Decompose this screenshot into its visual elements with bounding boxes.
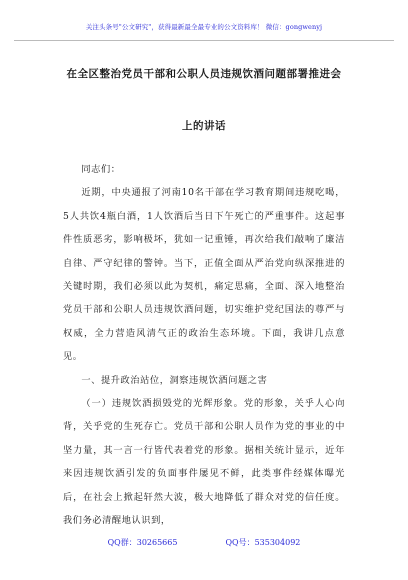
section-heading: 一、提升政治站位，洞察违规饮酒问题之害 (81, 374, 268, 386)
header-divider (14, 40, 394, 41)
document-title-continuation: 上的讲话 (182, 120, 226, 132)
document-title: 在全区整治党员干部和公职人员违规饮酒问题部署推进会 (66, 68, 342, 80)
salutation: 同志们： (81, 164, 121, 175)
body-paragraph: （一）违规饮酒损毁党的光辉形象。党的形象，关乎人心向背，关乎党的生死存亡。党员干部和公职人员作为党的事业的中坚力量，其一言一行皆代表着党的形象。据相关统计显示，近年来因违规饮酒引发的负面事件屡见不鲜，此类事件经媒体曝光后，在社会上掀起轩然大波，极大地降低了群众对党的信任度。我们务必清醒地认识到， (63, 398, 345, 527)
body-paragraph: 近期，中央通报了河南10名干部在学习教育期间违规吃喝，5人共饮4瓶白酒，1人饮酒后当日下午死亡的严重事件。这起事件性质恶劣，影响极坏，犹如一记重锤，再次给我们敲响了廉洁自律、严守纪律的警钟。当下，正值全面从严治党向纵深推进的关键时期，我们必须以此为契机，痛定思痛，全面、深入地整治党员干部和公职人员违规饮酒问题，切实维护党纪国法的尊严与权威，全力营造风清气正的政治生态环境。下面，我讲几点意见。 (63, 187, 345, 363)
header-promo-note: 关注头条号"公文研究"，获得最新最全最专业的公文资料库！ 微信：gongwenyj (85, 23, 323, 31)
document-body (63, 158, 345, 533)
footer-qq-number: QQ号：535304092 (225, 538, 301, 547)
footer-qq-group: QQ群：30265665 (107, 538, 178, 547)
footer-contact (0, 537, 408, 548)
